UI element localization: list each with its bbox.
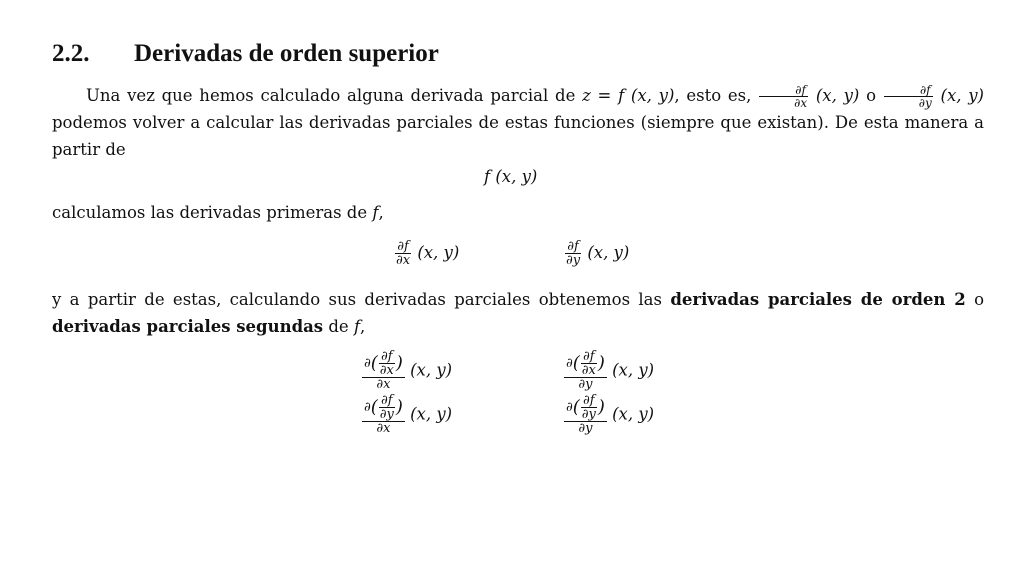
section-title: Derivadas de orden superior [134, 40, 439, 67]
intro-text-o: o [859, 86, 883, 105]
second-partial-xy: ∂( $\frac{\partial f}{\partial x}$ ) ∂y (x, y) [566, 349, 655, 392]
sentence3-text-b: o [965, 290, 985, 309]
intro-text-a: Una vez que hemos calculado alguna derivada parcial de [86, 86, 583, 105]
section-number: 2.2. [52, 40, 90, 67]
partial-f-y-inline: $\frac{\partial f}{\partial y}$ [884, 84, 933, 109]
intro-text-c: podemos volver a calcular las derivadas parciales de estas funciones (siempre que existan). De esta manera a partir de [52, 113, 984, 159]
sentence-text: calculamos las derivadas primeras de [52, 203, 373, 222]
first-derivatives-sentence [52, 199, 984, 226]
math-z-equals-f: z = f (x, y) [582, 86, 675, 105]
bold-term-order-2: derivadas parciales de orden 2 [670, 290, 966, 309]
sentence3-end: , [360, 317, 366, 336]
first-partial-y: $\frac{\partial f}{\partial y}$ (x, y) [566, 239, 630, 268]
math-f-2: f [353, 317, 361, 336]
intro-text-b: , esto es, [674, 86, 759, 105]
second-derivatives-display [52, 350, 984, 450]
first-derivatives-display [52, 226, 984, 284]
sentence-end: , [378, 203, 384, 222]
math-f-of-xy: f (x, y) [484, 167, 538, 186]
second-partial-yx: ∂( $\frac{\partial f}{\partial y}$ ) ∂x (x, y) [364, 393, 453, 436]
document-page [52, 34, 984, 450]
intro-paragraph [52, 82, 984, 163]
second-partial-yy: ∂( $\frac{\partial f}{\partial y}$ ) ∂y (x, y) [566, 393, 655, 436]
partial-f-x-inline: $\frac{\partial f}{\partial x}$ [759, 84, 808, 109]
args-inline-2: (x, y) [940, 86, 984, 105]
display-fxy [52, 163, 984, 199]
sentence3-text-c: de [323, 317, 354, 336]
second-partial-xx: ∂( $\frac{\partial f}{\partial x}$ ) ∂x (x, y) [364, 349, 453, 392]
second-derivatives-sentence [52, 286, 984, 340]
math-f: f [372, 203, 379, 222]
sentence3-text-a: y a partir de estas, calculando sus derivadas parciales obtenemos las [52, 290, 671, 309]
first-partial-x: $\frac{\partial f}{\partial x}$ (x, y) [396, 239, 460, 268]
bold-term-second-partials: derivadas parciales segundas [52, 317, 324, 336]
args-inline-1: (x, y) [815, 86, 860, 105]
section-heading [52, 34, 984, 74]
